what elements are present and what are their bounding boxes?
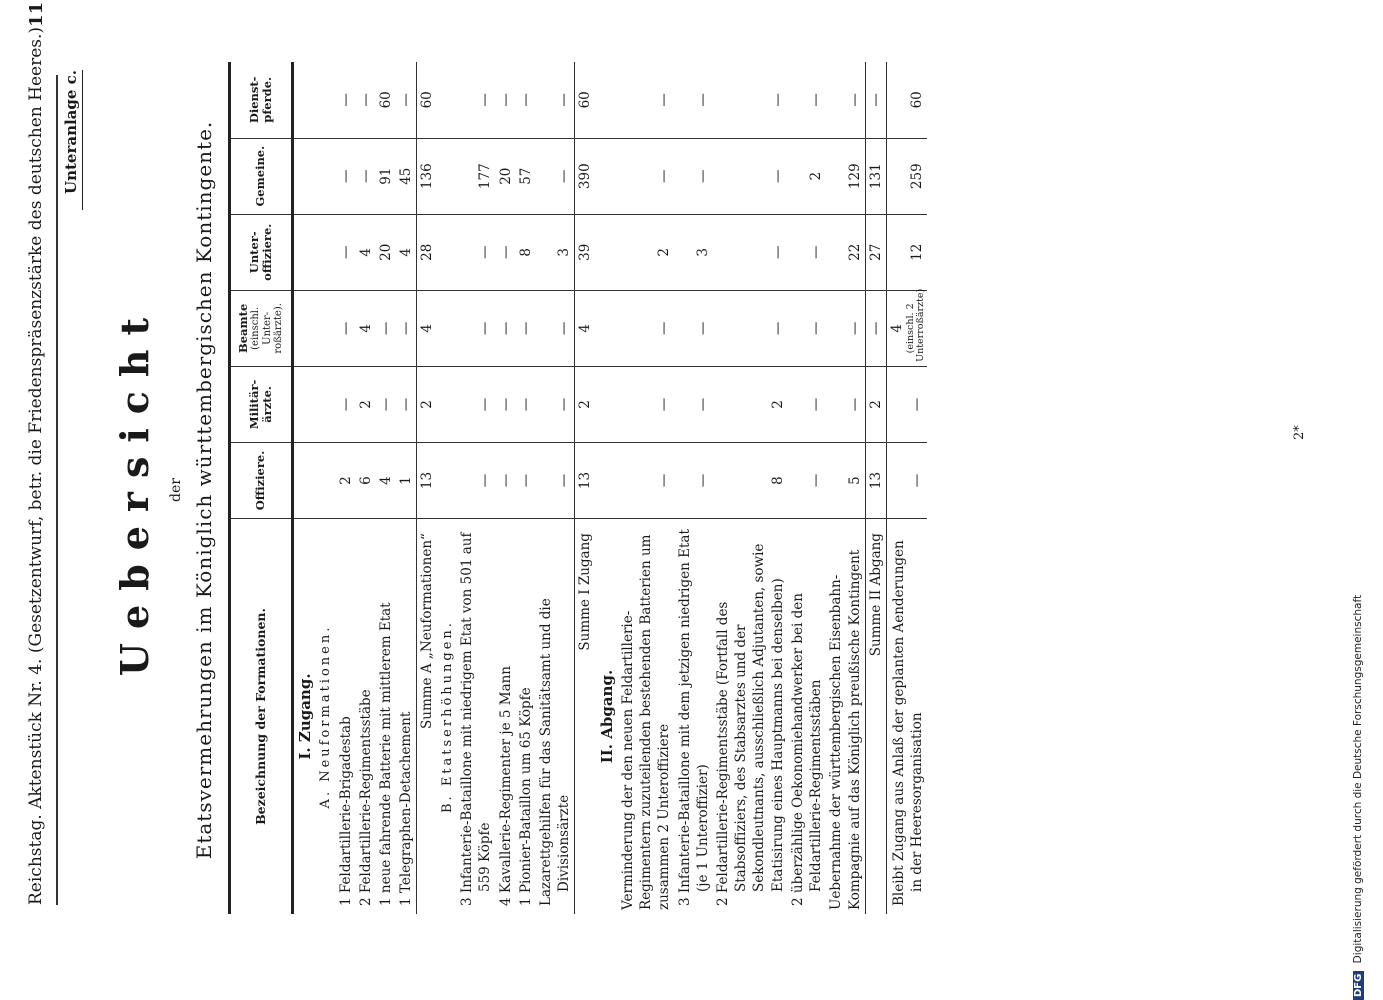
cell-ncos: 39 bbox=[575, 214, 596, 290]
cell-officials: — bbox=[336, 290, 356, 366]
sum-label: Summe I Zugang bbox=[575, 519, 596, 914]
cell-officers: 13 bbox=[575, 442, 596, 518]
cell-horses: 60 bbox=[887, 62, 928, 138]
cell-officials: — bbox=[376, 290, 396, 366]
cell-doctors: — bbox=[675, 366, 713, 442]
cell-doctors: 2 bbox=[356, 366, 376, 442]
cell-privates: 45 bbox=[396, 138, 417, 214]
cell-horses: — bbox=[826, 62, 865, 138]
cell-privates: — bbox=[336, 138, 356, 214]
cell-officers: 13 bbox=[865, 442, 886, 518]
cell-privates: — bbox=[618, 138, 675, 214]
cell-officers: 5 bbox=[826, 442, 865, 518]
cell-doctors: — bbox=[336, 366, 356, 442]
table-row bbox=[713, 62, 788, 914]
cell-horses: 60 bbox=[417, 62, 438, 138]
header-officials-note: (einschl. Unter-roßärzte). bbox=[250, 303, 285, 354]
cell-horses: 60 bbox=[575, 62, 596, 138]
cell-privates: 57 bbox=[516, 138, 536, 214]
cell-officers: 4 bbox=[376, 442, 396, 518]
header-privates: Gemeine. bbox=[230, 138, 293, 214]
cell-ncos: — bbox=[788, 214, 826, 290]
table-row bbox=[516, 62, 536, 914]
running-header bbox=[16, 1, 58, 905]
cell-officers: 1 bbox=[396, 442, 417, 518]
row-label: 1 neue fahrende Batterie mit mittlerem Etat bbox=[377, 602, 394, 906]
cell-ncos: 3 bbox=[536, 214, 575, 290]
cell-officials: 4 bbox=[356, 290, 376, 366]
cell-ncos: 3 bbox=[675, 214, 713, 290]
cell-ncos: 4 bbox=[396, 214, 417, 290]
cell-officers: — bbox=[788, 442, 826, 518]
cell-doctors: — bbox=[496, 366, 516, 442]
cell-officials: 4 bbox=[575, 290, 596, 366]
table-row bbox=[356, 62, 376, 914]
cell-ncos: — bbox=[457, 214, 495, 290]
cell-officers: — bbox=[675, 442, 713, 518]
row-label: 2 Feldartillerie-Regimentsstäbe bbox=[357, 689, 374, 906]
table-row bbox=[618, 62, 675, 914]
cell-horses: 60 bbox=[376, 62, 396, 138]
cell-officers: — bbox=[516, 442, 536, 518]
cell-doctors: — bbox=[618, 366, 675, 442]
cell-officers: 2 bbox=[336, 442, 356, 518]
cell-officials: — bbox=[396, 290, 417, 366]
cell-doctors: — bbox=[887, 366, 928, 442]
cell-officials: — bbox=[536, 290, 575, 366]
cell-privates: 129 bbox=[826, 138, 865, 214]
cell-ncos: — bbox=[496, 214, 516, 290]
cell-ncos: — bbox=[336, 214, 356, 290]
sum-row bbox=[865, 62, 886, 914]
cell-officials: — bbox=[788, 290, 826, 366]
subsection-heading-b: B. Etatserhöhungen. bbox=[439, 620, 455, 813]
cell-privates: — bbox=[713, 138, 788, 214]
cell-privates: 2 bbox=[788, 138, 826, 214]
page-signature-mark: 2* bbox=[1292, 425, 1307, 440]
cell-ncos: 8 bbox=[516, 214, 536, 290]
header-officials-label: Beamte bbox=[236, 303, 250, 353]
cell-doctors: 2 bbox=[865, 366, 886, 442]
row-label: 3 Infanterie-Bataillone mit niedrigem Etat von 501 auf 559 Köpfe bbox=[459, 532, 494, 906]
table-row bbox=[675, 62, 713, 914]
cell-ncos: 2 bbox=[618, 214, 675, 290]
cell-horses: — bbox=[516, 62, 536, 138]
cell-doctors: — bbox=[396, 366, 417, 442]
row-label: 3 Infanterie-Bataillone mit dem jetzigen niedrigen Etat (je 1 Unteroffizier) bbox=[676, 529, 711, 906]
cell-ncos: — bbox=[713, 214, 788, 290]
section-heading-row bbox=[596, 62, 618, 914]
page-number: 11 bbox=[25, 1, 47, 27]
net-total-label: Bleibt Zugang aus Anlaß der geplanten Aenderungen in der Heeresorganisation bbox=[887, 519, 928, 914]
digitization-text: Digitalisierung gefördert durch die Deutsche Forschungsgemeinschaft bbox=[1352, 594, 1364, 964]
cell-ncos: 27 bbox=[865, 214, 886, 290]
cell-privates: 390 bbox=[575, 138, 596, 214]
cell-doctors: — bbox=[457, 366, 495, 442]
table-row bbox=[336, 62, 356, 914]
table-row bbox=[536, 62, 575, 914]
row-label: 4 Kavallerie-Regimenter je 5 Mann bbox=[497, 665, 514, 906]
cell-officers: — bbox=[618, 442, 675, 518]
cell-ncos: 22 bbox=[826, 214, 865, 290]
row-label: 2 überzählige Oekonomiehandwerker bei den Feldartillerie-Regimentsstäben bbox=[789, 593, 825, 906]
cell-horses: — bbox=[713, 62, 788, 138]
row-label: 1 Feldartillerie-Brigadestab bbox=[337, 716, 354, 906]
table-row bbox=[457, 62, 495, 914]
header-officials bbox=[230, 290, 293, 366]
cell-horses: — bbox=[336, 62, 356, 138]
cell-doctors: — bbox=[516, 366, 536, 442]
section-heading-abgang: II. Abgang. bbox=[597, 669, 616, 764]
cell-officers: 8 bbox=[713, 442, 788, 518]
cell-officials: — bbox=[675, 290, 713, 366]
officials-value: 4 bbox=[889, 324, 905, 333]
cell-officers: — bbox=[887, 442, 928, 518]
subsection-heading-row bbox=[438, 62, 458, 914]
cell-privates: 91 bbox=[376, 138, 396, 214]
sum-row bbox=[575, 62, 596, 914]
dfg-logo: DFG bbox=[1353, 971, 1364, 1000]
header-title: Reichstag. Aktenstück Nr. 4. (Gesetzentwurf, betr. die Friedenspräsenzstärke des deutschen Heeres.) bbox=[26, 26, 46, 905]
cell-ncos: 4 bbox=[356, 214, 376, 290]
table-row bbox=[826, 62, 865, 914]
cell-privates: 131 bbox=[865, 138, 886, 214]
cell-officials: — bbox=[457, 290, 495, 366]
cell-officials: — bbox=[713, 290, 788, 366]
cell-officers: — bbox=[536, 442, 575, 518]
row-label: Lazarettgehilfen für das Sanitätsamt und die Divisionsärzte bbox=[538, 598, 573, 906]
table-header-row bbox=[230, 62, 293, 914]
cell-ncos: 28 bbox=[417, 214, 438, 290]
cell-officials: — bbox=[826, 290, 865, 366]
cell-doctors: 2 bbox=[575, 366, 596, 442]
overview-table bbox=[228, 62, 927, 914]
cell-horses: — bbox=[536, 62, 575, 138]
net-total-row bbox=[887, 62, 928, 914]
header-ncos: Unter-offiziere. bbox=[230, 214, 293, 290]
cell-doctors: 2 bbox=[713, 366, 788, 442]
cell-doctors: 2 bbox=[417, 366, 438, 442]
row-label: 1 Pionier-Bataillon um 65 Köpfe bbox=[517, 687, 534, 906]
subsection-heading-a: A. Neuformationen. bbox=[317, 624, 333, 809]
header-doctors: Militär-ärzte. bbox=[230, 366, 293, 442]
cell-officers: — bbox=[496, 442, 516, 518]
sum-row bbox=[417, 62, 438, 914]
row-label: Verminderung der den neuen Feldartillerie-Regimentern zuzuteilenden bestehenden Batterien um zusammen 2 Unteroffiziere bbox=[619, 534, 673, 910]
cell-ncos: 12 bbox=[887, 214, 928, 290]
officials-note: (einschl. 2 Unterroßärzte) bbox=[905, 288, 927, 362]
cell-privates: 20 bbox=[496, 138, 516, 214]
row-label: 1 Telegraphen-Detachement bbox=[398, 711, 415, 906]
sum-label: Summe II Abgang bbox=[865, 519, 886, 914]
cell-privates: 136 bbox=[417, 138, 438, 214]
cell-officers: — bbox=[457, 442, 495, 518]
cell-officers: 13 bbox=[417, 442, 438, 518]
header-horses: Dienst-pferde. bbox=[230, 62, 293, 138]
cell-doctors: — bbox=[536, 366, 575, 442]
cell-doctors: — bbox=[376, 366, 396, 442]
digitization-credit bbox=[1352, 0, 1364, 1000]
document-subtitle: Etatsvermehrungen im Königlich württembergischen Kontingente. bbox=[192, 120, 216, 860]
section-heading-row bbox=[292, 62, 316, 914]
cell-officials: — bbox=[618, 290, 675, 366]
cell-privates: 177 bbox=[457, 138, 495, 214]
cell-officers: 6 bbox=[356, 442, 376, 518]
cell-horses: — bbox=[356, 62, 376, 138]
header-formations: Bezeichnung der Formationen. bbox=[252, 608, 268, 825]
cell-horses: — bbox=[788, 62, 826, 138]
cell-horses: — bbox=[865, 62, 886, 138]
cell-officials bbox=[887, 290, 928, 366]
document-title: Uebersicht bbox=[112, 303, 157, 677]
cell-doctors: — bbox=[826, 366, 865, 442]
cell-officials: 4 bbox=[417, 290, 438, 366]
cell-ncos: 20 bbox=[376, 214, 396, 290]
cell-doctors: — bbox=[788, 366, 826, 442]
row-label: 2 Feldartillerie-Regimentsstäbe (Fortfall des Stabsoffiziers, des Stabsarztes und der Sekondleutnants, ausschließlich Adjutanten, sowie Etatisirung eines Hauptmanns bei denselben) bbox=[715, 543, 786, 906]
header-officers: Offiziere. bbox=[230, 442, 293, 518]
row-label: Uebernahme der württembergischen Eisenbahn-Kompagnie auf das Königlich preußische Kontingent bbox=[828, 549, 863, 910]
table-row bbox=[376, 62, 396, 914]
cell-privates: — bbox=[675, 138, 713, 214]
cell-horses: — bbox=[396, 62, 417, 138]
cell-officials: — bbox=[865, 290, 886, 366]
cell-horses: — bbox=[675, 62, 713, 138]
cell-officials: — bbox=[516, 290, 536, 366]
cell-horses: — bbox=[457, 62, 495, 138]
table-row bbox=[496, 62, 516, 914]
subsection-heading-row bbox=[316, 62, 336, 914]
cell-horses: — bbox=[618, 62, 675, 138]
section-heading-zugang: I. Zugang. bbox=[295, 673, 314, 760]
title-connector: der bbox=[168, 478, 184, 502]
sum-label: Summe A „Neuformationen“ bbox=[417, 519, 438, 914]
cell-privates: — bbox=[536, 138, 575, 214]
cell-horses: — bbox=[496, 62, 516, 138]
cell-privates: — bbox=[356, 138, 376, 214]
table-row bbox=[788, 62, 826, 914]
cell-privates: 259 bbox=[887, 138, 928, 214]
annex-label: Unteranlage c. bbox=[62, 70, 83, 210]
table-row bbox=[396, 62, 417, 914]
cell-officials: — bbox=[496, 290, 516, 366]
